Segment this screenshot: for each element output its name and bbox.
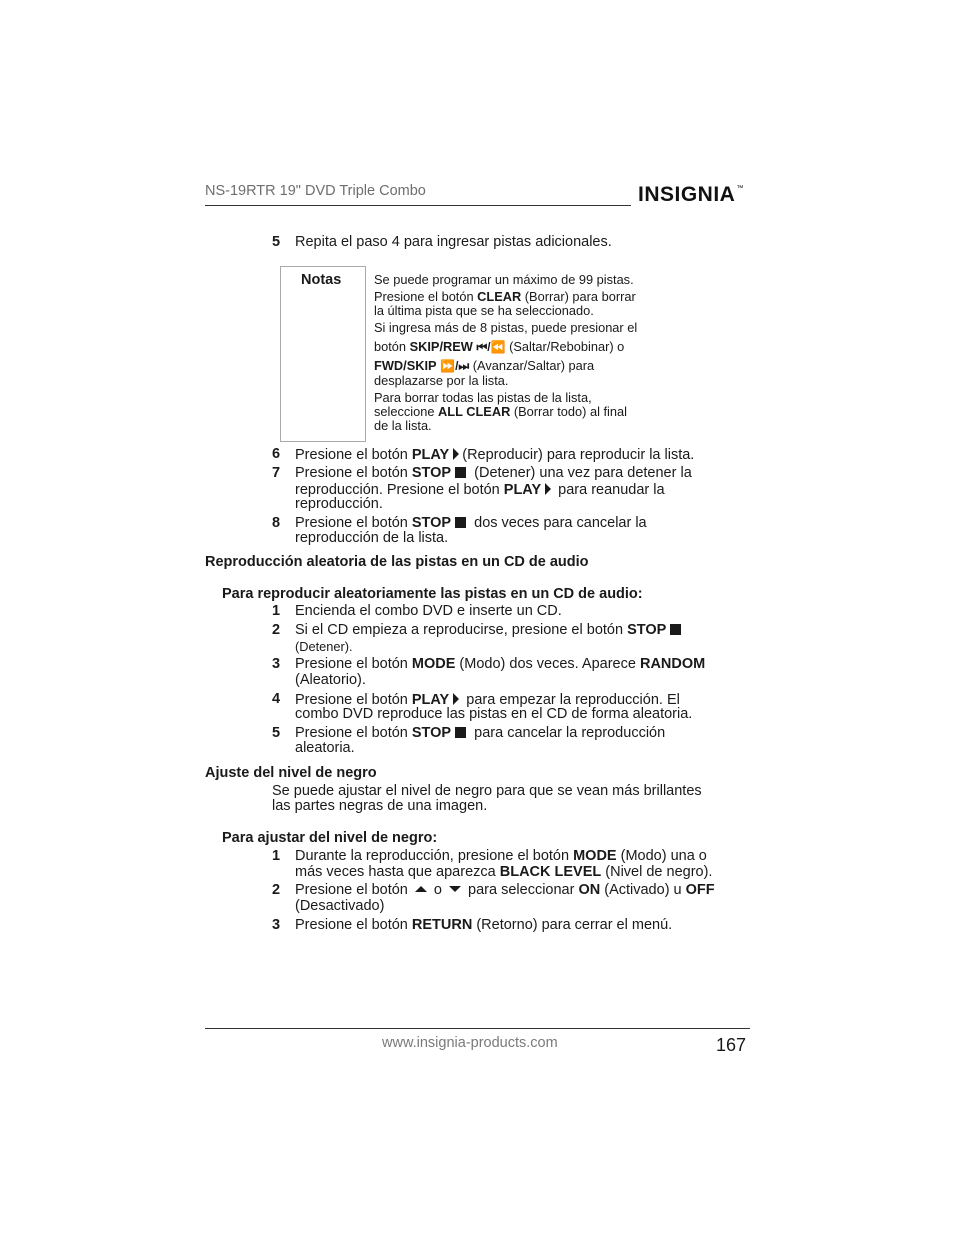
black-level-intro-line-1: Se puede ajustar el nivel de negro para que se vean más brillantes <box>272 783 702 799</box>
stop-icon <box>455 727 466 738</box>
footer-url: www.insignia-products.com <box>382 1035 558 1051</box>
notes-box <box>280 266 366 442</box>
black-step-2-line-2: (Desactivado) <box>295 898 385 914</box>
down-arrow-icon <box>449 886 461 892</box>
step-6-text: Presione el botón PLAY (Reproducir) para reproducir la lista. <box>295 447 695 463</box>
step-8-line-2: reproducción de la lista. <box>295 530 449 546</box>
black-step-1-line-1: Durante la reproducción, presione el botón MODE (Modo) una o <box>295 848 707 864</box>
skip-rew-icon: ⏮/⏪ <box>476 340 506 354</box>
note-4-line-2: seleccione ALL CLEAR (Borrar todo) al final <box>374 404 627 419</box>
step-7-line-1: Presione el botón STOP (Detener) una vez para detener la <box>295 465 692 481</box>
note-2-line-2: la última pista que se ha seleccionado. <box>374 303 594 318</box>
note-3-line-1: Si ingresa más de 8 pistas, puede presionar el <box>374 320 638 335</box>
notes-label: Notas <box>301 272 342 288</box>
stop-icon <box>455 467 466 478</box>
stop-icon <box>455 517 466 528</box>
note-3-line-4: desplazarse por la lista. <box>374 373 509 388</box>
random-step-3-number: 3 <box>272 656 281 672</box>
note-2-line-1: Presione el botón CLEAR (Borrar) para borrar <box>374 289 636 304</box>
logo-tm: ™ <box>736 185 744 192</box>
play-icon <box>453 693 459 705</box>
random-step-5-line-2: aleatoria. <box>295 740 355 756</box>
play-icon <box>545 483 551 495</box>
black-step-2-line-1: Presione el botón o para seleccionar ON (Activado) u OFF <box>295 882 715 898</box>
step-5-text: Repita el paso 4 para ingresar pistas adicionales. <box>295 234 612 250</box>
black-level-intro-line-2: las partes negras de una imagen. <box>272 798 488 814</box>
note-4-line-3: de la lista. <box>374 418 432 433</box>
logo-text: INSIGNIA <box>638 183 736 206</box>
stop-icon <box>670 624 681 635</box>
subheading-random: Para reproducir aleatoriamente las pistas en un CD de audio: <box>222 586 643 602</box>
note-3-line-3: FWD/SKIP ⏩/⏭ (Avanzar/Saltar) para <box>374 358 595 373</box>
note-1: Se puede programar un máximo de 99 pistas. <box>374 272 634 287</box>
document-title: NS-19RTR 19" DVD Triple Combo <box>205 183 426 199</box>
fwd-skip-icon: ⏩/⏭ <box>440 359 470 373</box>
black-step-1-number: 1 <box>272 848 281 864</box>
random-step-2-line-2: (Detener). <box>295 639 353 654</box>
step-8-number: 8 <box>272 515 281 531</box>
random-step-3-line-2: (Aleatorio). <box>295 672 366 688</box>
black-step-2-number: 2 <box>272 882 281 898</box>
random-step-1-number: 1 <box>272 603 281 619</box>
note-4-line-1: Para borrar todas las pistas de la lista, <box>374 390 592 405</box>
black-step-3-text: Presione el botón RETURN (Retorno) para cerrar el menú. <box>295 917 673 933</box>
step-6-number: 6 <box>272 446 281 462</box>
random-step-3-line-1: Presione el botón MODE (Modo) dos veces. Aparece RANDOM <box>295 656 706 672</box>
subheading-black-level: Para ajustar del nivel de negro: <box>222 830 438 846</box>
random-step-2-line-1: Si el CD empieza a reproducirse, presione el botón STOP <box>295 623 685 639</box>
insignia-logo <box>638 183 744 207</box>
play-icon <box>453 448 459 460</box>
random-step-4-number: 4 <box>272 691 281 707</box>
random-step-4-line-2: combo DVD reproduce las pistas en el CD de forma aleatoria. <box>295 706 693 722</box>
step-8-line-1: Presione el botón STOP dos veces para cancelar la <box>295 515 647 531</box>
up-arrow-icon <box>415 886 427 892</box>
random-step-1-text: Encienda el combo DVD e inserte un CD. <box>295 603 562 619</box>
step-7-number: 7 <box>272 465 281 481</box>
random-step-5-number: 5 <box>272 725 281 741</box>
random-step-5-line-1: Presione el botón STOP para cancelar la reproducción <box>295 725 666 741</box>
footer-rule <box>205 1028 750 1029</box>
black-step-1-line-2: más veces hasta que aparezca BLACK LEVEL (Nivel de negro). <box>295 864 713 880</box>
page-number: 167 <box>716 1035 747 1055</box>
random-step-4-line-1: Presione el botón PLAY para empezar la reproducción. El <box>295 692 680 708</box>
step-7-line-3: reproducción. <box>295 496 383 512</box>
section-heading-random: Reproducción aleatoria de las pistas en un CD de audio <box>205 554 589 570</box>
section-heading-black-level: Ajuste del nivel de negro <box>205 765 377 781</box>
header-rule <box>205 205 631 206</box>
random-step-2-number: 2 <box>272 622 281 638</box>
step-7-line-2: reproducción. Presione el botón PLAY para reanudar la <box>295 482 665 498</box>
note-3-line-2: botón SKIP/REW ⏮/⏪ (Saltar/Rebobinar) o <box>374 339 625 354</box>
step-5-number: 5 <box>272 234 281 250</box>
black-step-3-number: 3 <box>272 917 281 933</box>
